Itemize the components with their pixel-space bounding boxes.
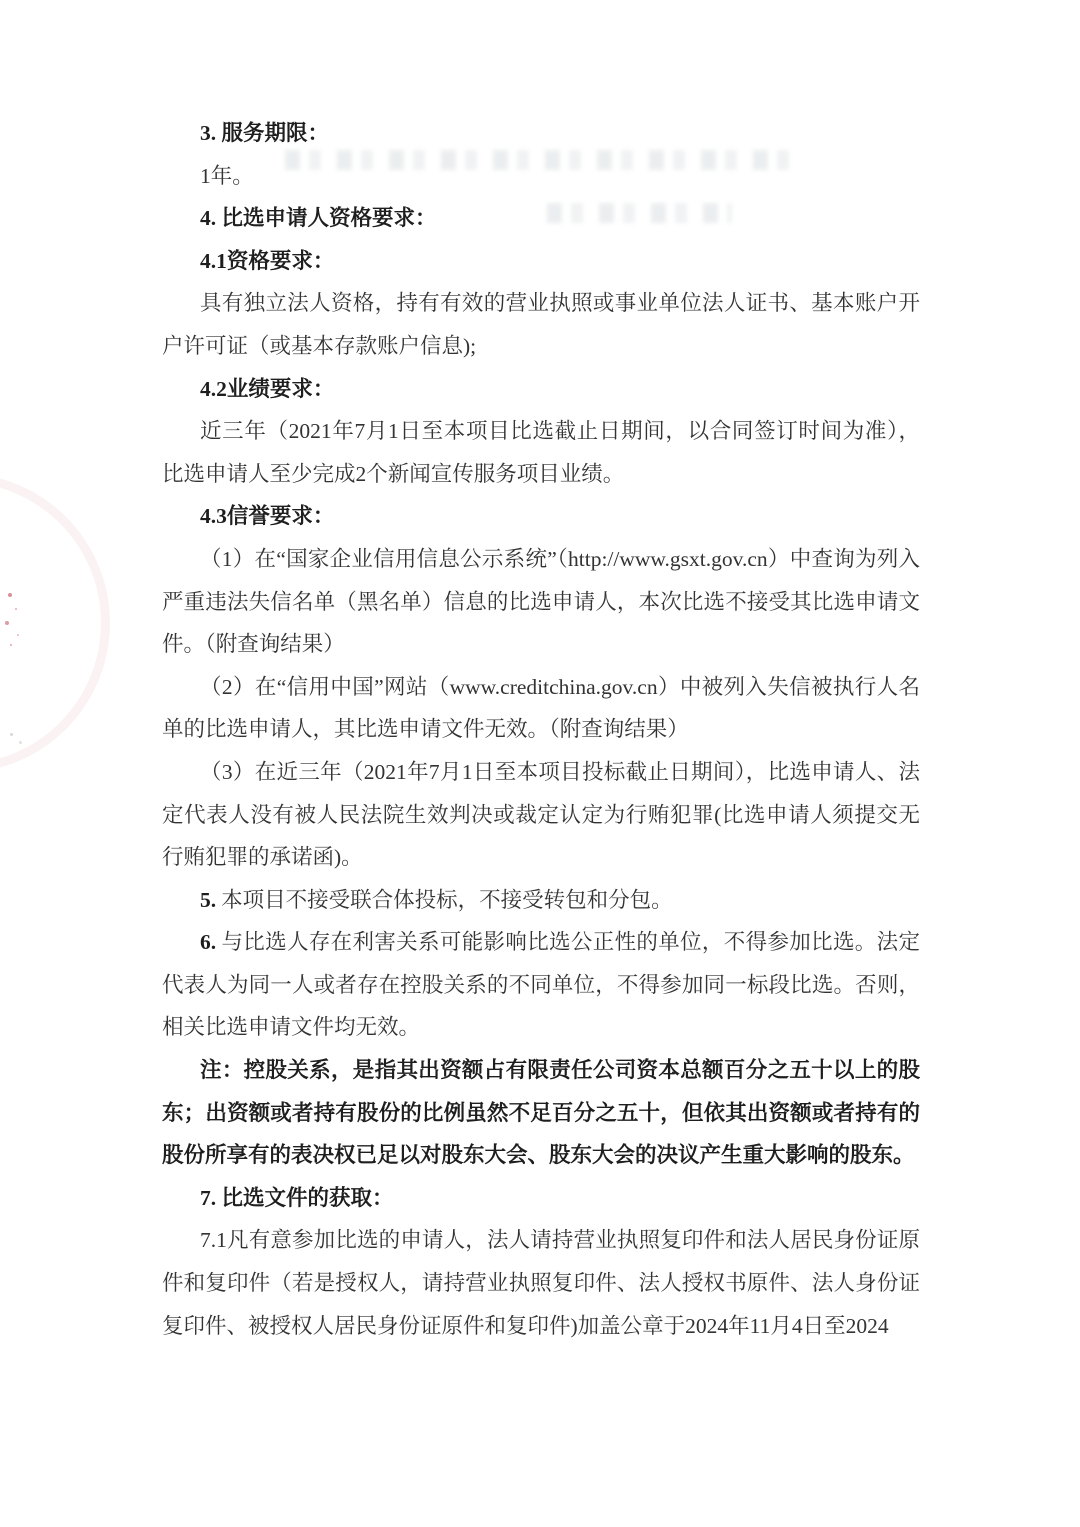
credit-requirement-item-2: （2）在“信用中国”网站（www.creditchina.gov.cn）中被列入失信被执行人名单的比选申请人，其比选申请文件无效。（附查询结果） bbox=[162, 674, 920, 742]
section-7-1-body: 7.1凡有意参加比选的申请人，法人请持营业执照复印件和法人居民身份证原件和复印件（若是授权人，请持营业执照复印件、法人授权书原件、法人身份证复印件、被授权人居民身份证原件和复印件)加盖公章于2024年11月4日至2024 bbox=[162, 1228, 920, 1338]
document-body bbox=[162, 112, 920, 1347]
section-3-body: 1年。 bbox=[200, 163, 254, 188]
section-4-heading: 4. 比选申请人资格要求： bbox=[200, 206, 437, 231]
section-3-heading: 3. 服务期限： bbox=[200, 121, 330, 145]
section-7-heading: 7. 比选文件的获取： bbox=[200, 1185, 394, 1210]
section-5-number: 5. bbox=[200, 887, 217, 912]
section-6-paragraph bbox=[162, 921, 920, 1049]
credit-requirement-item-1: （1）在“国家企业信用信息公示系统”（http://www.gsxt.gov.cn）中查询为列入严重违法失信名单（黑名单）信息的比选申请人，本次比选不接受其比选申请文件。（附查询结果） bbox=[162, 546, 920, 657]
section-4-2-heading: 4.2业绩要求： bbox=[200, 376, 335, 401]
stamp-ink-speckles bbox=[8, 593, 12, 597]
credit-requirement-item-3: （3）在近三年（2021年7月1日至本项目投标截止日期间），比选申请人、法定代表人没有被人民法院生效判决或裁定认定为行贿犯罪(比选申请人须提交无行贿犯罪的承诺函)。 bbox=[162, 759, 920, 870]
section-6-number: 6. bbox=[200, 930, 217, 955]
section-5-text: 本项目不接受联合体投标，不接受转包和分包。 bbox=[221, 887, 673, 912]
red-stamp-fragment bbox=[0, 473, 110, 773]
section-4-1-heading: 4.1资格要求： bbox=[200, 248, 335, 273]
section-4-3-heading: 4.3信誉要求： bbox=[200, 504, 335, 529]
scan-speckle bbox=[10, 733, 13, 736]
section-6-text: 与比选人存在利害关系可能影响比选公正性的单位，不得参加比选。法定代表人为同一人或者存在控股关系的不同单位，不得参加同一标段比选。否则，相关比选申请文件均无效。 bbox=[162, 930, 920, 1040]
note-paragraph: 注：控股关系，是指其出资额占有限责任公司资本总额百分之五十以上的股东；出资额或者持有股份的比例虽然不足百分之五十，但依其出资额或者持有的股份所享有的表决权已足以对股东大会、股东大会的决议产生重大影响的股东。 bbox=[162, 1058, 920, 1168]
section-4-2-body: 近三年（2021年7月1日至本项目比选截止日期间，以合同签订时间为准），比选申请人至少完成2个新闻宣传服务项目业绩。 bbox=[162, 419, 920, 486]
section-4-1-body: 具有独立法人资格，持有有效的营业执照或事业单位法人证书、基本账户开户许可证（或基本存款账户信息); bbox=[162, 291, 920, 358]
section-5-paragraph bbox=[162, 879, 920, 922]
